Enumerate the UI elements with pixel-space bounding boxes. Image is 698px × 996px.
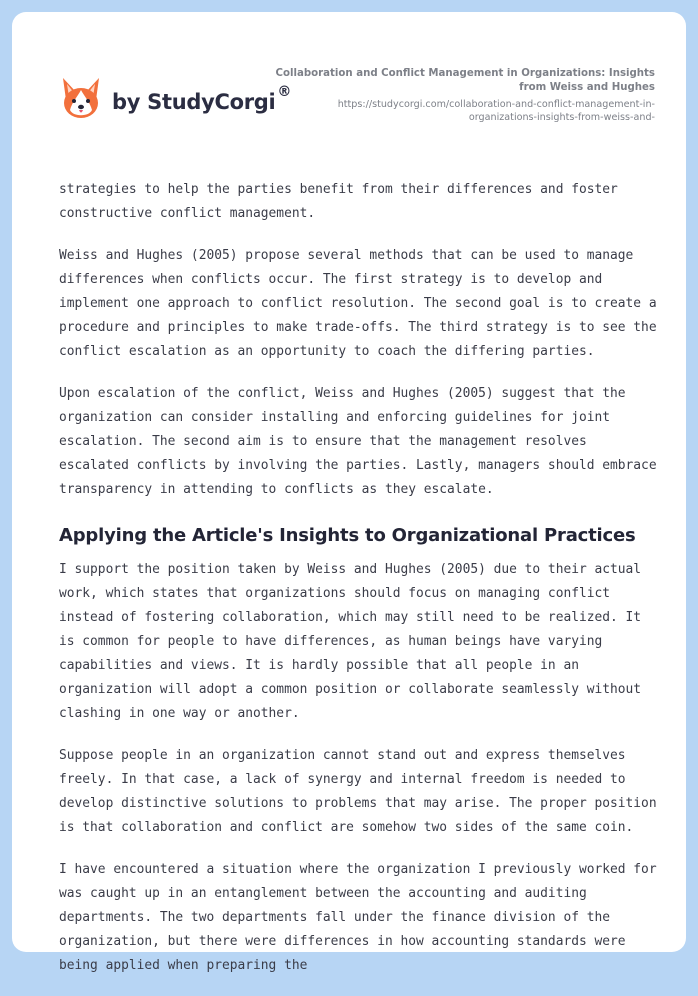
document-title: Collaboration and Conflict Management in Organizations: Insights from Weiss and Hughes	[275, 68, 655, 93]
paragraph: strategies to help the parties benefit from their differences and foster constructive conflict management.	[59, 182, 618, 221]
corgi-icon	[60, 76, 102, 122]
paragraph: I support the position taken by Weiss and Hughes (2005) due to their actual work, which states that organizations should focus on managing conflict instead of fostering collaboration, which may still need to be realized. It is common for people to have differences, as human beings have varying capabilities and views. It is hardly possible that all people in an organization will adopt a common position or collaborate seamlessly without clashing in one way or another.	[59, 562, 642, 721]
paragraph: Upon escalation of the conflict, Weiss and Hughes (2005) suggest that the organization can consider installing and enforcing guidelines for joint escalation. The second aim is to ensure that the management resolves escalated conflicts by involving the parties. Lastly, managers should embrace transparency in attending to conflicts as they escalate.	[59, 386, 657, 497]
brand-name: by StudyCorgi ®	[112, 84, 292, 114]
paragraph: I have encountered a situation where the organization I previously worked for was caught up in an entanglement between the accounting and auditing departments. The two departments fall under the finance division of the organization, but there were differences in how accounting standards were being applied when preparing the	[59, 862, 657, 973]
article-body	[59, 178, 659, 996]
page-header	[12, 12, 686, 162]
document-meta	[275, 67, 655, 124]
section-heading: Applying the Article's Insights to Organizational Practices	[59, 525, 636, 546]
document-page	[12, 12, 686, 973]
studycorgi-logo[interactable]	[60, 76, 291, 122]
document-url[interactable]: https://studycorgi.com/collaboration-and-conflict-management-in-organizations-insights-from-weiss-and-	[337, 99, 655, 123]
paragraph: Suppose people in an organization cannot stand out and express themselves freely. In that case, a lack of synergy and internal freedom is needed to develop distinctive solutions to problems that may arise. The proper position is that collaboration and conflict are somehow two sides of the same coin.	[59, 748, 657, 835]
registered-mark: ®	[277, 84, 292, 100]
paragraph: Weiss and Hughes (2005) propose several methods that can be used to manage differences when conflicts occur. The first strategy is to develop and implement one approach to conflict resolution. The second goal is to create a procedure and principles to make trade-offs. The third strategy is to see the conflict escalation as an opportunity to coach the differing parties.	[59, 248, 657, 359]
